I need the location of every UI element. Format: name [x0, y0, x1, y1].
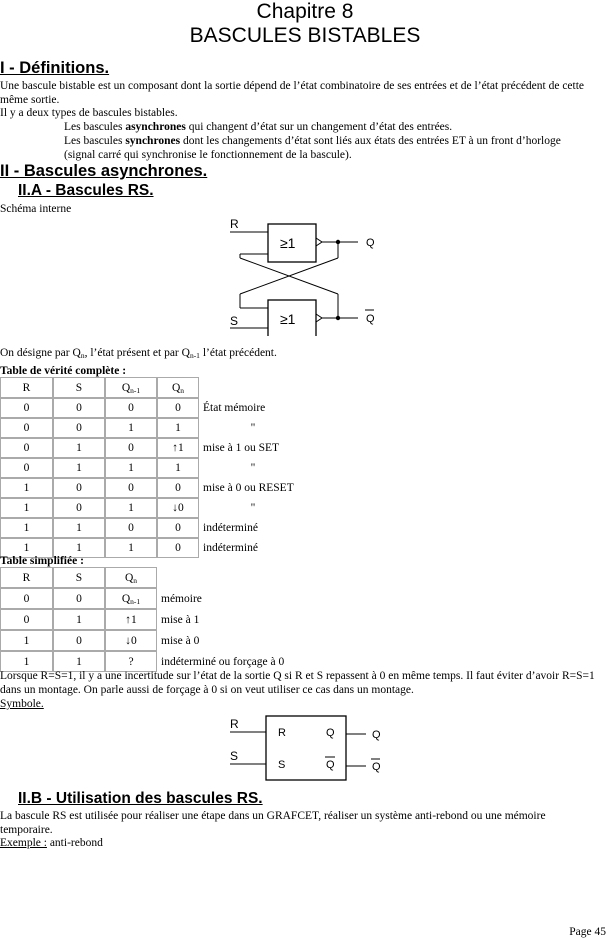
table1-header-qn: $Q_n$ — [157, 377, 199, 398]
rs-internal-schematic — [226, 214, 386, 336]
gate-top-label: ≥1 — [280, 235, 296, 251]
output-qbar-label: Q — [366, 313, 375, 325]
type-async: Les bascules asynchrones qui changent d’état sur un changement d’état des entrées. — [64, 121, 453, 133]
table-row: R S $Q_n$ — [0, 567, 301, 588]
svg-text:Q: Q — [372, 761, 381, 773]
usage-paragraph: La bascule RS est utilisée pour réaliser une étape dans un GRAFCET, réaliser un système anti-rebond ou une mémoire temporaire. — [0, 810, 546, 836]
rs-symbol — [226, 712, 386, 784]
output-q-label: Q — [366, 237, 375, 249]
table1-title: Table de vérité complète : — [0, 365, 127, 377]
schema-label: Schéma interne — [0, 203, 72, 215]
input-s-label: S — [230, 314, 239, 328]
table-row: 1 0 1 ↓0 " — [0, 498, 303, 518]
table2-title: Table simplifiée : — [0, 555, 84, 567]
table-row: 1 1 0 0 indéterminé — [0, 518, 303, 538]
svg-text:Q: Q — [326, 759, 335, 771]
truth-table-simplified — [0, 567, 301, 672]
table-row: 0 0 $Q_{n-1}$ mémoire — [0, 588, 301, 609]
svg-text:R: R — [278, 727, 286, 739]
table-row: 0 1 0 ↑1 mise à 1 ou SET — [0, 438, 303, 458]
table-row: 1 1 1 0 indéterminé — [0, 538, 303, 558]
designation-text: On désigne par $Q_n$, l’état présent et par $Q_{n-1}$ l’état précédent. — [0, 347, 277, 360]
symbole-label: Symbole. — [0, 698, 44, 710]
page-number: Page 45 — [569, 926, 606, 938]
subsection-2a-heading: II.A - Bascules RS. — [18, 182, 154, 199]
chapter-number: Chapitre 8 — [256, 0, 354, 23]
table-row: 1 0 0 0 mise à 0 ou RESET — [0, 478, 303, 498]
types-intro: Il y a deux types de bascules bistables. — [0, 107, 178, 119]
definition-paragraph: Une bascule bistable est un composant dont la sortie dépend de l’état combinatoire de ses entrées et de l’état précédent de cette même sortie. — [0, 80, 585, 106]
table-row: 0 0 1 1 " — [0, 418, 303, 438]
table1-header-r: R — [0, 377, 53, 398]
svg-text:Q: Q — [326, 727, 335, 739]
svg-text:S: S — [230, 749, 239, 763]
input-r-label: R — [230, 217, 239, 231]
indeterminate-note: Lorsque R=S=1, il y a une incertitude sur l’état de la sortie Q si R et S repassent à 0 en même temps. Il faut éviter d’avoir R=S=1 dans un montage. On parle aussi de forçage à 0 si on veut utiliser ce cas dans un montage. — [0, 670, 595, 696]
table-row: 0 0 0 0 État mémoire — [0, 398, 303, 418]
section-2-heading: II - Bascules asynchrones. — [0, 162, 208, 180]
svg-text:R: R — [230, 717, 239, 731]
type-sync: Les bascules synchrones dont les changements d’état sont liés aux états des entrées ET à un front d’horloge — [64, 135, 561, 147]
table-row: 0 1 1 1 " — [0, 458, 303, 478]
table-row: 1 1 ? indéterminé ou forçage à 0 — [0, 651, 301, 672]
section-1-heading: I - Définitions. — [0, 59, 110, 77]
subsection-2b-heading: II.B - Utilisation des bascules RS. — [18, 790, 263, 807]
example-line: Exemple : anti-rebond — [0, 837, 103, 849]
table-row — [0, 377, 303, 398]
table-row: 0 1 ↑1 mise à 1 — [0, 609, 301, 630]
svg-text:S: S — [278, 759, 286, 771]
type-sync-cont: (signal carré qui synchronise le fonctionnement de la bascule). — [64, 149, 352, 161]
truth-table-complete — [0, 377, 303, 558]
gate-bottom-label: ≥1 — [280, 311, 296, 327]
table1-header-s: S — [53, 377, 105, 398]
svg-text:Q: Q — [372, 729, 381, 741]
table1-header-qn1: $Q_{n-1}$ — [105, 377, 157, 398]
chapter-title: BASCULES BISTABLES — [189, 24, 421, 47]
table-row: 1 0 ↓0 mise à 0 — [0, 630, 301, 651]
